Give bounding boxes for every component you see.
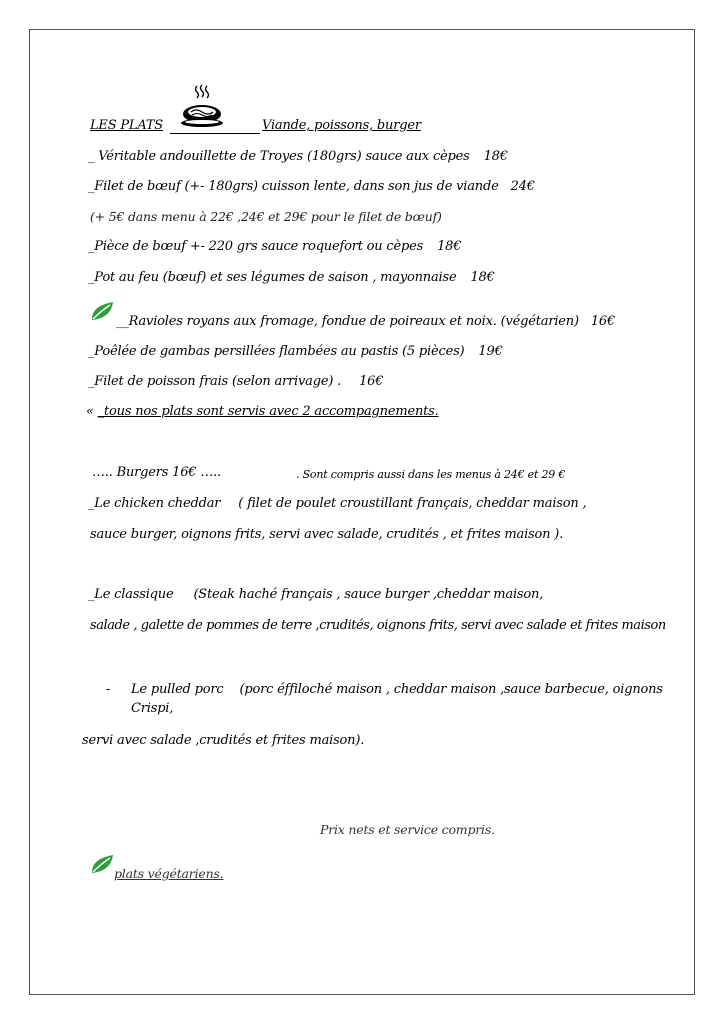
dish-prefix: __ bbox=[116, 314, 129, 329]
dish-name: _Pièce de bœuf +- 220 grs sauce roquefort ou cèpes bbox=[88, 239, 424, 254]
burgers-menus-note: . Sont compris aussi dans les menus à 24€ et 29 € bbox=[296, 468, 566, 481]
dish-gambas bbox=[88, 344, 503, 360]
title-underline-gap bbox=[170, 133, 260, 134]
burger-name: _Le chicken cheddar bbox=[88, 496, 221, 511]
section-title: LES PLATS bbox=[90, 118, 163, 133]
dish-name: _Poêlée de gambas persillées flambées au pastis (5 pièces) bbox=[88, 344, 465, 359]
burger-classique bbox=[88, 587, 543, 603]
dish-price: 24€ bbox=[510, 179, 535, 194]
leaf-icon bbox=[89, 853, 115, 875]
burger-chicken-description-2: sauce burger, oignons frits, servi avec salade, crudités , et frites maison ). bbox=[90, 527, 564, 542]
dish-piece-boeuf bbox=[88, 239, 461, 255]
dish-poisson bbox=[88, 374, 383, 390]
dish-filet-boeuf bbox=[88, 179, 535, 195]
dish-pot-au-feu bbox=[88, 270, 495, 286]
burger-pulled-description-2: Crispi, bbox=[131, 701, 174, 716]
burger-pulled-bullet: - bbox=[106, 682, 111, 697]
dish-name: _ Véritable andouillette de Troyes (180grs) sauce aux cèpes bbox=[88, 149, 470, 164]
dish-ravioles bbox=[116, 314, 615, 330]
steaming-dish-icon bbox=[180, 84, 224, 130]
dish-andouillette bbox=[88, 149, 508, 165]
vegetarian-legend: plats végétariens. bbox=[114, 866, 224, 881]
burgers-heading: ….. Burgers 16€ ….. bbox=[92, 465, 221, 480]
burger-description: ( filet de poulet croustillant français, cheddar maison , bbox=[238, 496, 587, 511]
burger-chicken bbox=[88, 496, 586, 512]
dish-price: 19€ bbox=[478, 344, 503, 359]
dish-name: Ravioles royans aux fromage, fondue de poireaux et noix. (végétarien) bbox=[128, 314, 579, 329]
burger-name: Le pulled porc bbox=[131, 682, 224, 697]
section-subtitle: Viande, poissons, burger bbox=[262, 118, 421, 133]
prices-note: Prix nets et service compris. bbox=[320, 822, 495, 837]
dish-price: 16€ bbox=[590, 314, 616, 329]
dish-price: 18€ bbox=[483, 149, 508, 164]
dish-name: _Filet de poisson frais (selon arrivage) . bbox=[88, 374, 342, 389]
page-frame bbox=[29, 29, 695, 995]
dish-price: 18€ bbox=[470, 270, 495, 285]
dish-price: 16€ bbox=[359, 374, 384, 389]
burger-pulled-porc bbox=[131, 682, 663, 698]
dish-name: _Filet de bœuf (+- 180grs) cuisson lente, dans son jus de viande bbox=[88, 179, 499, 194]
dish-name: _Pot au feu (bœuf) et ses légumes de saison , mayonnaise bbox=[88, 270, 457, 285]
accompaniments-note bbox=[86, 404, 439, 420]
burger-description: (porc éffiloché maison , cheddar maison ,sauce barbecue, oignons bbox=[239, 682, 663, 697]
accompaniments-prefix: « bbox=[86, 404, 94, 419]
burger-classique-description-2: salade , galette de pommes de terre ,crudités, oignons frits, servi avec salade et frites maison bbox=[90, 618, 666, 633]
burger-description: (Steak haché français , sauce burger ,cheddar maison, bbox=[193, 587, 544, 602]
leaf-icon bbox=[89, 300, 115, 322]
burger-name: _Le classique bbox=[88, 587, 174, 602]
burger-pulled-description-3: servi avec salade ,crudités et frites maison). bbox=[82, 733, 365, 748]
accompaniments-text: _tous nos plats sont servis avec 2 accompagnements. bbox=[97, 404, 439, 419]
dish-price: 18€ bbox=[437, 239, 462, 254]
menu-supplement-note: (+ 5€ dans menu à 22€ ,24€ et 29€ pour le filet de bœuf) bbox=[90, 209, 442, 224]
